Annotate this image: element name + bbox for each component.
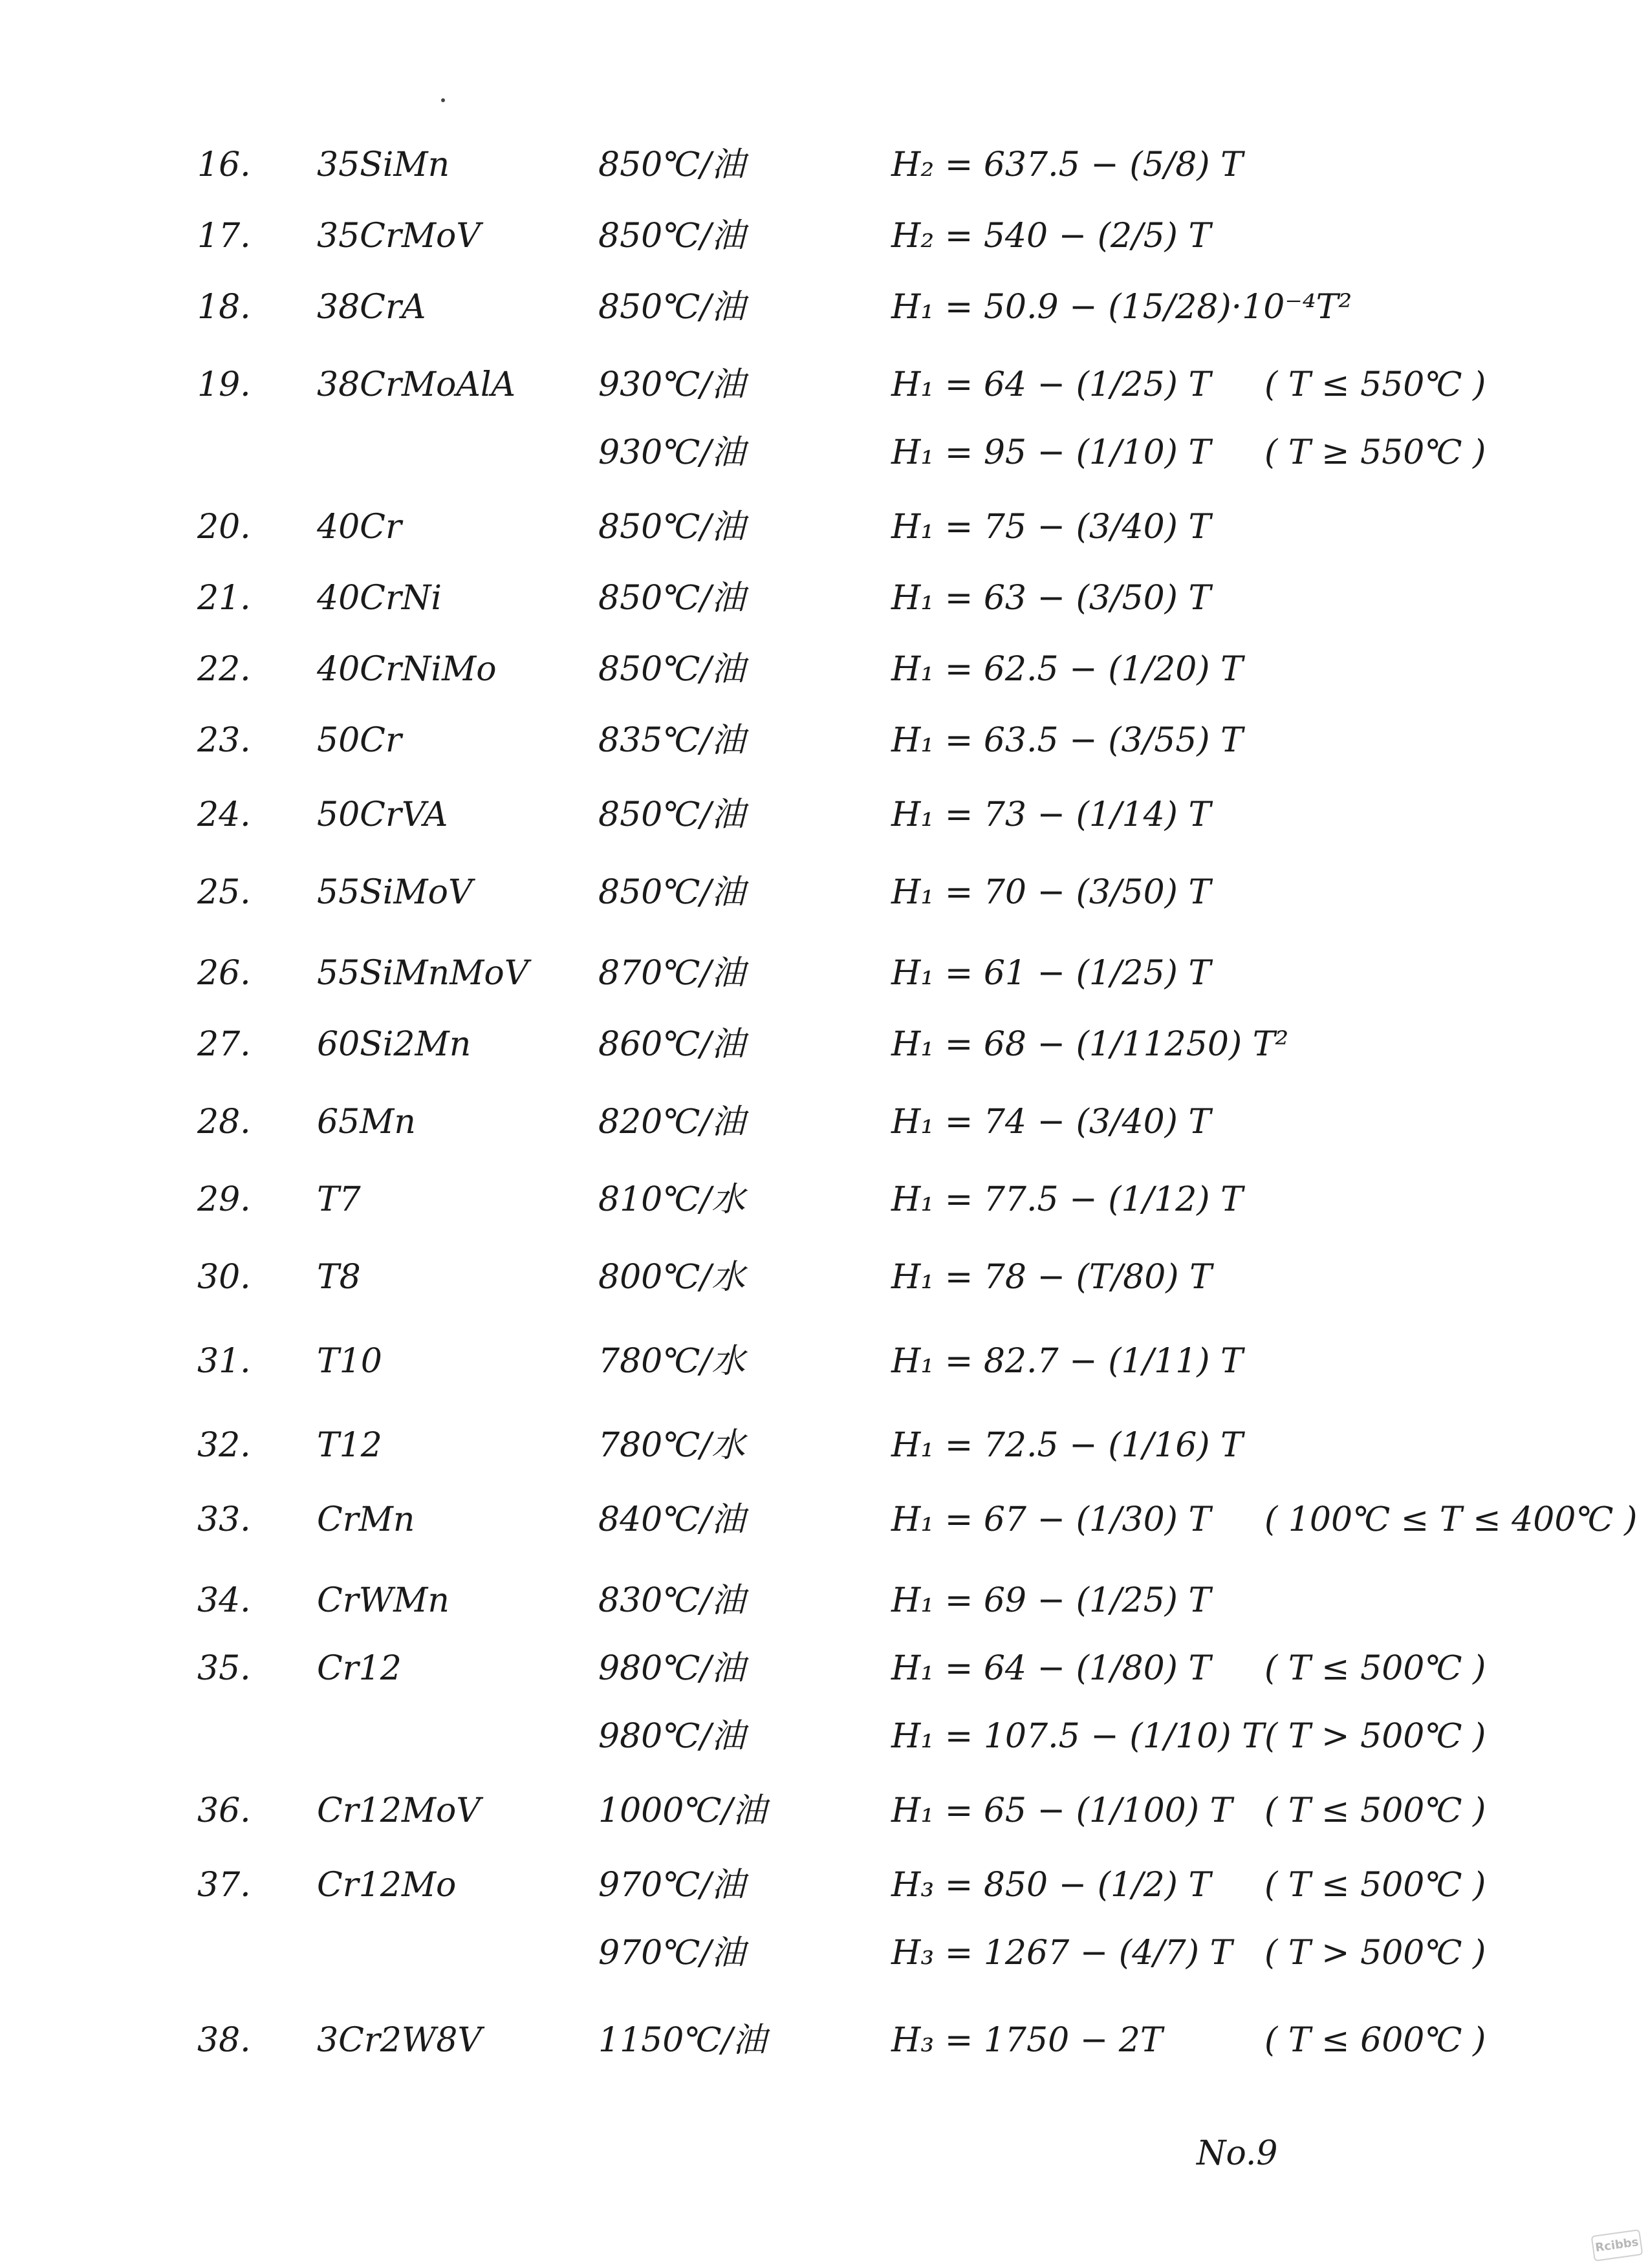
temperature-range: ( T > 500℃ ) [1264, 1717, 1486, 1756]
table-row [0, 786, 1648, 844]
temperature-range: ( T ≤ 600℃ ) [1264, 2021, 1486, 2060]
steel-grade: Cr12Mo [317, 1866, 457, 1905]
hardness-formula: H₃ = 850 − (1/2) T [891, 1866, 1211, 1905]
item-number: 36. [197, 1791, 251, 1830]
table-row [0, 1639, 1648, 1698]
steel-grade: 40CrNiMo [317, 650, 497, 689]
item-number: 30. [197, 1258, 251, 1297]
item-number: 35. [197, 1649, 251, 1688]
steel-grade: 50Cr [317, 721, 402, 760]
hardness-formula: H₁ = 50.9 − (15/28)·10⁻⁴T² [891, 288, 1352, 327]
quench-condition: 830℃/油 [598, 1581, 745, 1620]
hardness-formula: H₁ = 63 − (3/50) T [891, 579, 1211, 618]
item-number: 18. [197, 288, 251, 327]
table-row [0, 1015, 1648, 1074]
hardness-formula: H₁ = 78 − (T/80) T [891, 1258, 1212, 1297]
table-row [0, 1491, 1648, 1549]
quench-condition: 850℃/油 [598, 579, 745, 618]
steel-grade: 3Cr2W8V [317, 2021, 482, 2060]
hardness-formula: H₁ = 63.5 − (3/55) T [891, 721, 1243, 760]
quench-condition: 800℃/水 [598, 1258, 745, 1297]
hardness-formula: H₁ = 77.5 − (1/12) T [891, 1180, 1243, 1219]
item-number: 28. [197, 1103, 251, 1141]
temperature-range: ( 100℃ ≤ T ≤ 400℃ ) [1264, 1500, 1638, 1539]
scanner-watermark: Rcibbs [1591, 2229, 1643, 2262]
steel-grade: CrMn [317, 1500, 415, 1539]
item-number: 32. [197, 1426, 251, 1465]
table-row [0, 944, 1648, 1002]
quench-condition: 780℃/水 [598, 1342, 745, 1381]
table-row [0, 356, 1648, 414]
quench-condition: 850℃/油 [598, 217, 745, 255]
hardness-formula: H₂ = 637.5 − (5/8) T [891, 146, 1243, 184]
table-row [0, 498, 1648, 556]
item-number: 25. [197, 873, 251, 912]
steel-grade: 55SiMoV [317, 873, 473, 912]
hardness-formula: H₁ = 95 − (1/10) T [891, 433, 1211, 472]
page-number: No.9 [1197, 2134, 1278, 2173]
steel-grade: 35CrMoV [317, 217, 481, 255]
steel-grade: 55SiMnMoV [317, 954, 529, 993]
quench-condition: 835℃/油 [598, 721, 745, 760]
temperature-range: ( T ≤ 500℃ ) [1264, 1649, 1486, 1688]
table-row [0, 2011, 1648, 2069]
hardness-formula: H₁ = 69 − (1/25) T [891, 1581, 1211, 1620]
steel-grade: 35SiMn [317, 146, 450, 184]
table-row [0, 1856, 1648, 1914]
quench-condition: 820℃/油 [598, 1103, 745, 1141]
item-number: 23. [197, 721, 251, 760]
quench-condition: 860℃/油 [598, 1025, 745, 1064]
quench-condition: 850℃/油 [598, 795, 745, 834]
table-row [0, 569, 1648, 627]
table-row [0, 1332, 1648, 1390]
temperature-range: ( T > 500℃ ) [1264, 1934, 1486, 1972]
quench-condition: 930℃/油 [598, 365, 745, 404]
steel-grade: T8 [317, 1258, 361, 1297]
steel-grade: 38CrA [317, 288, 426, 327]
quench-condition: 980℃/油 [598, 1717, 745, 1756]
table-row [0, 1416, 1648, 1474]
hardness-formula: H₁ = 67 − (1/30) T [891, 1500, 1211, 1539]
table-row [0, 1248, 1648, 1306]
table-row [0, 424, 1648, 482]
quench-condition: 780℃/水 [598, 1426, 745, 1465]
item-number: 19. [197, 365, 251, 404]
item-number: 21. [197, 579, 251, 618]
quench-condition: 1000℃/油 [598, 1791, 767, 1830]
item-number: 29. [197, 1180, 251, 1219]
hardness-formula: H₁ = 82.7 − (1/11) T [891, 1342, 1243, 1381]
quench-condition: 970℃/油 [598, 1866, 745, 1905]
steel-grade: T12 [317, 1426, 382, 1465]
steel-grade: 60Si2Mn [317, 1025, 472, 1064]
item-number: 26. [197, 954, 251, 993]
hardness-formula: H₁ = 75 − (3/40) T [891, 508, 1211, 546]
table-row [0, 1707, 1648, 1766]
table-row [0, 1171, 1648, 1229]
item-number: 31. [197, 1342, 251, 1381]
item-number: 17. [197, 217, 251, 255]
hardness-formula: H₁ = 61 − (1/25) T [891, 954, 1211, 993]
hardness-formula: H₁ = 107.5 − (1/10) T [891, 1717, 1264, 1756]
item-number: 38. [197, 2021, 251, 2060]
item-number: 37. [197, 1866, 251, 1905]
item-number: 20. [197, 508, 251, 546]
hardness-formula: H₁ = 74 − (3/40) T [891, 1103, 1211, 1141]
temperature-range: ( T ≤ 500℃ ) [1264, 1791, 1486, 1830]
item-number: 24. [197, 795, 251, 834]
quench-condition: 1150℃/油 [598, 2021, 767, 2060]
table-row [0, 1924, 1648, 1982]
quench-condition: 980℃/油 [598, 1649, 745, 1688]
quench-condition: 970℃/油 [598, 1934, 745, 1972]
hardness-formula: H₁ = 73 − (1/14) T [891, 795, 1211, 834]
temperature-range: ( T ≥ 550℃ ) [1264, 433, 1486, 472]
steel-grade: 40CrNi [317, 579, 442, 618]
steel-grade: 38CrMoAlA [317, 365, 516, 404]
table-row [0, 1093, 1648, 1151]
steel-grade: 65Mn [317, 1103, 416, 1141]
hardness-formula: H₁ = 62.5 − (1/20) T [891, 650, 1243, 689]
steel-grade: CrWMn [317, 1581, 450, 1620]
table-row [0, 1571, 1648, 1630]
hardness-formula: H₃ = 1267 − (4/7) T [891, 1934, 1233, 1972]
hardness-formula: H₁ = 70 − (3/50) T [891, 873, 1211, 912]
table-row [0, 640, 1648, 698]
item-number: 22. [197, 650, 251, 689]
hardness-formula: H₁ = 64 − (1/25) T [891, 365, 1211, 404]
ink-dot [441, 98, 445, 102]
steel-grade: T10 [317, 1342, 382, 1381]
table-row [0, 278, 1648, 336]
item-number: 16. [197, 146, 251, 184]
table-row [0, 863, 1648, 922]
quench-condition: 870℃/油 [598, 954, 745, 993]
hardness-formula: H₁ = 72.5 − (1/16) T [891, 1426, 1243, 1465]
quench-condition: 930℃/油 [598, 433, 745, 472]
temperature-range: ( T ≤ 500℃ ) [1264, 1866, 1486, 1905]
item-number: 34. [197, 1581, 251, 1620]
steel-grade: 40Cr [317, 508, 402, 546]
item-number: 33. [197, 1500, 251, 1539]
quench-condition: 850℃/油 [598, 650, 745, 689]
table-row [0, 711, 1648, 770]
temperature-range: ( T ≤ 550℃ ) [1264, 365, 1486, 404]
quench-condition: 850℃/油 [598, 873, 745, 912]
steel-grade: 50CrVA [317, 795, 448, 834]
quench-condition: 840℃/油 [598, 1500, 745, 1539]
steel-grade: Cr12 [317, 1649, 402, 1688]
hardness-formula: H₂ = 540 − (2/5) T [891, 217, 1211, 255]
hardness-formula: H₃ = 1750 − 2T [891, 2021, 1163, 2060]
table-row [0, 207, 1648, 265]
hardness-formula: H₁ = 64 − (1/80) T [891, 1649, 1211, 1688]
steel-grade: T7 [317, 1180, 361, 1219]
quench-condition: 810℃/水 [598, 1180, 745, 1219]
table-row [0, 136, 1648, 194]
table-row [0, 1782, 1648, 1840]
hardness-formula: H₁ = 68 − (1/11250) T² [891, 1025, 1289, 1064]
quench-condition: 850℃/油 [598, 288, 745, 327]
item-number: 27. [197, 1025, 251, 1064]
steel-grade: Cr12MoV [317, 1791, 481, 1830]
quench-condition: 850℃/油 [598, 508, 745, 546]
quench-condition: 850℃/油 [598, 146, 745, 184]
hardness-formula: H₁ = 65 − (1/100) T [891, 1791, 1233, 1830]
